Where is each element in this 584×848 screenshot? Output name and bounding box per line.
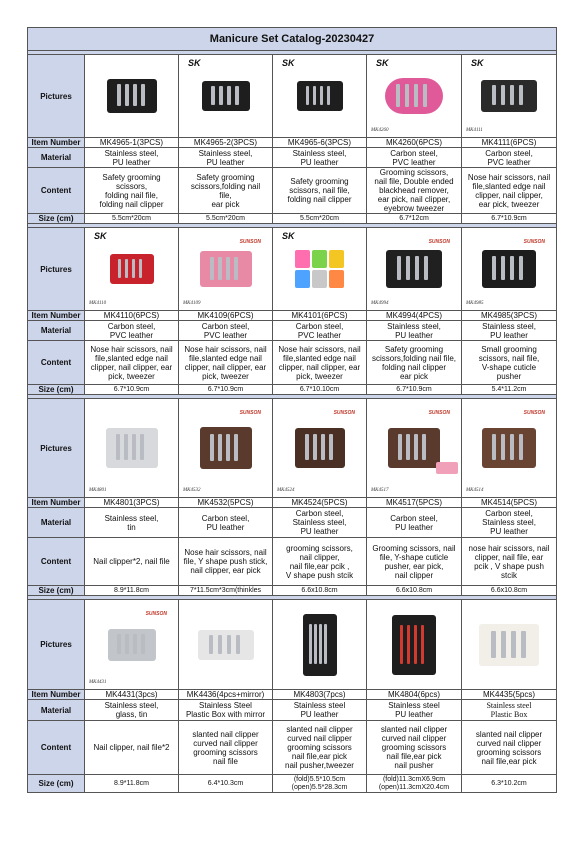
row-label-size: Size (cm): [28, 586, 85, 596]
content-cell: Nose hair scissors, nail file,slanted edge nail clipper, nail clipper, ear pick, tweezer: [179, 341, 273, 385]
tool-shape: [321, 434, 325, 460]
tool-shape: [511, 631, 516, 658]
size-cell: 6.7*10.9cm: [462, 214, 557, 224]
item-number: MK4965-2(3PCS): [179, 138, 273, 148]
tool-shape: [501, 256, 505, 280]
photo-caption: MK4260: [371, 128, 389, 133]
tool-shape: [319, 624, 322, 664]
product-image: [463, 399, 555, 497]
size-cell: 5.4*11.2cm: [462, 385, 557, 395]
product-image: [274, 399, 365, 497]
tool-shape: [407, 625, 410, 664]
size-cell: 6.3*10.2cm: [462, 775, 557, 793]
product-image: [86, 600, 177, 689]
tool-shape: [313, 434, 317, 460]
row-label-size: Size (cm): [28, 214, 85, 224]
content-cell: slanted nail clipper curved nail clipper grooming scissors nail file,ear pick nail pusher,tweezer: [273, 721, 367, 775]
row-label-pictures: Pictures: [28, 600, 85, 690]
product-photo: [273, 55, 367, 138]
item-number: MK4109(6PCS): [179, 311, 273, 321]
photo-caption: MK4514: [466, 488, 484, 493]
product-image: [368, 600, 460, 689]
material-cell: Carbon steel, PVC leather: [462, 148, 557, 168]
row-label-pictures: Pictures: [28, 399, 85, 498]
item-number: MK4101(6PCS): [273, 311, 367, 321]
tool-shape: [234, 434, 238, 461]
item-number: MK4994(4PCS): [367, 311, 462, 321]
size-cell: 6.7*12cm: [367, 214, 462, 224]
product-photo: [85, 228, 179, 311]
item-number: MK4965-6(3PCS): [273, 138, 367, 148]
product-image: [180, 399, 271, 497]
item-number: MK4517(5PCS): [367, 498, 462, 508]
brand-logo: SK: [282, 231, 295, 241]
tool-shape: [219, 86, 223, 105]
product-case: [297, 81, 343, 111]
content-cell: slanted nail clipper curved nail clipper grooming scissors nail file,ear pick nail pusher: [367, 721, 462, 775]
size-cell: (fold)5.5*10.5cm (open)5.5*28.3cm: [273, 775, 367, 793]
row-label-material: Material: [28, 508, 85, 538]
material-cell: Carbon steel, PVC leather: [179, 321, 273, 341]
product-photo: [273, 399, 367, 498]
product-case: [106, 428, 158, 468]
tool-shape: [519, 256, 523, 280]
tool-shape: [510, 434, 514, 460]
tool-shape: [491, 631, 496, 658]
product-image: [368, 228, 460, 310]
product-image: [463, 55, 555, 137]
tool-shape: [132, 434, 136, 460]
tool-shape: [414, 625, 417, 664]
product-case: [479, 624, 539, 666]
product-image: [463, 600, 555, 689]
tool-shape: [210, 434, 214, 461]
gift-box: [436, 462, 458, 474]
row-label-size: Size (cm): [28, 775, 85, 793]
tool-shape: [406, 434, 410, 460]
product-case: [481, 80, 537, 112]
product-case: [294, 249, 346, 289]
product-case: [295, 428, 345, 468]
tool-shape: [210, 257, 214, 280]
item-number: MK4965-1(3PCS): [85, 138, 179, 148]
tool-shape: [140, 434, 144, 460]
tool-shape: [125, 259, 128, 278]
tool-shape: [492, 256, 496, 280]
tool-shape: [116, 434, 120, 460]
size-cell: 8.9*11.8cm: [85, 775, 179, 793]
tool-shape: [309, 624, 312, 664]
tool-shape: [400, 625, 403, 664]
brand-logo: SK: [94, 231, 107, 241]
item-number: MK4524(5PCS): [273, 498, 367, 508]
product-case: [108, 629, 156, 661]
product-case: [482, 428, 536, 468]
size-cell: 7*11.5cm*3cm(thinkles: [179, 586, 273, 596]
product-case: [200, 427, 252, 469]
tool-shape: [492, 434, 496, 460]
size-cell: 6.7*10.10cm: [273, 385, 367, 395]
row-label-pictures: Pictures: [28, 228, 85, 311]
product-photo: [85, 600, 179, 690]
tool-shape: [132, 259, 135, 278]
material-cell: Stainless steel, PU leather: [85, 148, 179, 168]
product-image: [368, 399, 460, 497]
brand-logo: SUNSON: [428, 410, 450, 416]
tool-shape: [226, 257, 230, 280]
content-cell: Nail clipper*2, nail file: [85, 538, 179, 586]
product-image: [86, 55, 177, 137]
row-label-content: Content: [28, 341, 85, 385]
case-swatch: [295, 270, 310, 288]
product-image: [463, 228, 555, 310]
tool-shape: [324, 624, 327, 664]
product-image: [274, 600, 365, 689]
tool-shape: [501, 434, 505, 460]
tool-shape: [305, 434, 309, 460]
material-cell: Carbon steel, Stainless steel, PU leather: [462, 508, 557, 538]
tool-shape: [218, 257, 222, 280]
material-cell: Stainless steel PU leather: [367, 700, 462, 721]
size-cell: 5.5cm*20cm: [179, 214, 273, 224]
photo-caption: MK4532: [183, 488, 201, 493]
brand-logo: SUNSON: [333, 410, 355, 416]
product-photo: [179, 228, 273, 311]
photo-caption: MK4109: [183, 301, 201, 306]
product-image: [274, 55, 365, 137]
product-image: [274, 228, 365, 310]
item-number: MK4431(3pcs): [85, 690, 179, 700]
product-case: [200, 251, 252, 287]
content-cell: Safety grooming scissors,folding nail file, ear pick: [179, 168, 273, 214]
tool-shape: [329, 434, 333, 460]
brand-logo: SUNSON: [239, 239, 261, 245]
item-number: MK4532(5PCS): [179, 498, 273, 508]
row-label-content: Content: [28, 168, 85, 214]
material-cell: Stainless steel, glass, tin: [85, 700, 179, 721]
tool-shape: [415, 256, 419, 280]
product-photo: [462, 399, 557, 498]
tool-shape: [133, 84, 137, 106]
photo-caption: MK4431: [89, 680, 107, 685]
content-cell: Safety grooming scissors,folding nail file, folding nail clipper ear pick: [367, 341, 462, 385]
tool-shape: [519, 434, 523, 460]
item-number: MK4111(6PCS): [462, 138, 557, 148]
tool-shape: [492, 85, 496, 105]
tool-shape: [209, 635, 213, 654]
tool-shape: [133, 634, 137, 654]
row-label-item-number: Item Number: [28, 690, 85, 700]
tool-shape: [501, 85, 505, 105]
product-photo: [85, 399, 179, 498]
product-case: [482, 250, 536, 288]
tool-shape: [521, 631, 526, 658]
item-number: MK4260(6PCS): [367, 138, 462, 148]
material-cell: Carbon steel, Stainless steel, PU leather: [273, 508, 367, 538]
brand-logo: SK: [376, 58, 389, 68]
content-cell: Nose hair scissors, nail file, Y shape push stick, nail clipper, ear pick: [179, 538, 273, 586]
photo-caption: MK4524: [277, 488, 295, 493]
photo-caption: MK4994: [371, 301, 389, 306]
content-cell: Grooming scissors, nail file, Double ended blackhead remover, ear pick, nail clipper, eyebrow tweezer: [367, 168, 462, 214]
item-number: MK4436(4pcs+mirror): [179, 690, 273, 700]
size-cell: (fold)11.3cmX6.9cm (open)11.3cmX20.4cm: [367, 775, 462, 793]
tool-shape: [421, 625, 424, 664]
size-cell: 5.5cm*20cm: [273, 214, 367, 224]
product-photo: [367, 55, 462, 138]
row-label-size: Size (cm): [28, 385, 85, 395]
product-case: [107, 79, 157, 113]
photo-caption: MK4111: [466, 128, 483, 133]
size-cell: 6.6x10.8cm: [367, 586, 462, 596]
tool-shape: [235, 86, 239, 105]
catalog-sheet: [27, 27, 556, 822]
tool-shape: [501, 631, 506, 658]
brand-logo: SUNSON: [145, 611, 167, 617]
brand-logo: SK: [282, 58, 295, 68]
row-label-item-number: Item Number: [28, 311, 85, 321]
row-label-content: Content: [28, 721, 85, 775]
item-number: MK4435(5pcs): [462, 690, 557, 700]
size-cell: 6.7*10.9cm: [85, 385, 179, 395]
material-cell: Carbon steel, PVC leather: [367, 148, 462, 168]
size-cell: 8.9*11.8cm: [85, 586, 179, 596]
product-image: [180, 600, 271, 689]
tool-shape: [320, 86, 323, 105]
tool-shape: [141, 84, 145, 106]
brand-logo: SUNSON: [523, 410, 546, 416]
size-cell: 6.6x10.8cm: [462, 586, 557, 596]
product-case: [303, 614, 337, 676]
material-cell: Stainless steel, PU leather: [273, 148, 367, 168]
product-photo: [367, 399, 462, 498]
catalog-table: [27, 27, 557, 793]
content-cell: Nose hair scissors, nail file,slanted edge nail clipper, nail clipper, ear pick, tweezer: [85, 341, 179, 385]
tool-shape: [396, 84, 400, 107]
tool-shape: [423, 84, 427, 107]
tool-shape: [227, 86, 231, 105]
brand-logo: SUNSON: [239, 410, 261, 416]
content-cell: slanted nail clipper curved nail clipper grooming scissors nail file: [179, 721, 273, 775]
content-cell: Nose hair scissors, nail file,slanted edge nail clipper, nail clipper, ear pick, tweezer: [462, 168, 557, 214]
material-cell: Carbon steel, PVC leather: [273, 321, 367, 341]
tool-shape: [397, 256, 401, 280]
size-cell: 5.5cm*20cm: [85, 214, 179, 224]
tool-shape: [414, 434, 418, 460]
item-number: MK4514(5PCS): [462, 498, 557, 508]
tool-shape: [211, 86, 215, 105]
row-label-item-number: Item Number: [28, 138, 85, 148]
product-case: [386, 250, 442, 288]
content-cell: Safety grooming scissors, nail file, folding nail clipper: [273, 168, 367, 214]
tool-shape: [141, 634, 145, 654]
row-label-item-number: Item Number: [28, 498, 85, 508]
row-label-content: Content: [28, 538, 85, 586]
size-cell: 6.7*10.9cm: [367, 385, 462, 395]
product-photo: [179, 55, 273, 138]
product-photo: [273, 600, 367, 690]
product-case: [198, 630, 254, 660]
product-photo: [462, 600, 557, 690]
content-cell: grooming scissors, nail clipper, nail file,ear pcik , V shape push stcik: [273, 538, 367, 586]
case-swatch: [329, 270, 344, 288]
row-label-material: Material: [28, 148, 85, 168]
material-cell: Stainless steel PU leather: [273, 700, 367, 721]
content-cell: Nose hair scissors, nail file,slanted edge nail clipper, nail clipper, ear pick, tweezer: [273, 341, 367, 385]
product-image: [86, 399, 177, 497]
product-photo: [462, 55, 557, 138]
row-label-pictures: Pictures: [28, 55, 85, 138]
tool-shape: [117, 84, 121, 106]
product-photo: [462, 228, 557, 311]
tool-shape: [519, 85, 523, 105]
case-swatch: [312, 250, 327, 268]
material-cell: Carbon steel, PU leather: [179, 508, 273, 538]
case-swatch: [329, 250, 344, 268]
tool-shape: [124, 434, 128, 460]
case-swatch: [312, 270, 327, 288]
photo-caption: MK4517: [371, 488, 389, 493]
material-cell: Stainless steel, tin: [85, 508, 179, 538]
product-image: [180, 55, 271, 137]
tool-shape: [424, 256, 428, 280]
tool-shape: [314, 624, 317, 664]
row-label-material: Material: [28, 700, 85, 721]
material-cell: Stainless steel, PU leather: [367, 321, 462, 341]
tool-shape: [139, 259, 142, 278]
size-cell: 6.4*10.3cm: [179, 775, 273, 793]
photo-caption: MK4801: [89, 488, 107, 493]
row-label-material: Material: [28, 321, 85, 341]
product-case: [392, 615, 436, 675]
product-photo: [273, 228, 367, 311]
product-case: [385, 78, 443, 114]
tool-shape: [405, 84, 409, 107]
tool-shape: [510, 85, 514, 105]
tool-shape: [306, 86, 309, 105]
brand-logo: SK: [188, 58, 201, 68]
tool-shape: [125, 84, 129, 106]
content-cell: Small grooming scissors, nail file, V-shape cuticle pusher: [462, 341, 557, 385]
material-cell: Stainless steel, PU leather: [462, 321, 557, 341]
item-number: MK4803(7pcs): [273, 690, 367, 700]
item-number: MK4110(6PCS): [85, 311, 179, 321]
tool-shape: [327, 86, 330, 105]
tool-shape: [398, 434, 402, 460]
size-cell: 6.6x10.8cm: [273, 586, 367, 596]
material-cell: Stainless steel, PU leather: [179, 148, 273, 168]
material-cell: Carbon steel, PVC leather: [85, 321, 179, 341]
product-case: [110, 254, 154, 284]
item-number: MK4801(3PCS): [85, 498, 179, 508]
product-image: [368, 55, 460, 137]
photo-caption: MK4110: [89, 301, 107, 306]
material-cell: Stainless Steel Plastic Box with mirror: [179, 700, 273, 721]
tool-shape: [414, 84, 418, 107]
product-image: [86, 228, 177, 310]
product-photo: [179, 399, 273, 498]
product-case: [202, 81, 250, 111]
material-cell: Carbon steel, PU leather: [367, 508, 462, 538]
product-photo: [179, 600, 273, 690]
material-cell: Stainless steel Plastic Box: [462, 700, 557, 721]
tool-shape: [227, 635, 231, 654]
content-cell: Safety grooming scissors, folding nail file, folding nail clipper: [85, 168, 179, 214]
tool-shape: [125, 634, 129, 654]
brand-logo: SUNSON: [523, 239, 546, 245]
tool-shape: [226, 434, 230, 461]
content-cell: Grooming scissors, nail file, Y-shape cuticle pusher, ear pick, nail clipper: [367, 538, 462, 586]
item-number: MK4804(6pcs): [367, 690, 462, 700]
content-cell: Nail clipper, nail file*2: [85, 721, 179, 775]
tool-shape: [313, 86, 316, 105]
tool-shape: [236, 635, 240, 654]
brand-logo: SUNSON: [428, 239, 450, 245]
tool-shape: [118, 259, 121, 278]
photo-caption: MK4985: [466, 301, 484, 306]
tool-shape: [218, 635, 222, 654]
product-photo: [367, 600, 462, 690]
tool-shape: [117, 634, 121, 654]
tool-shape: [234, 257, 238, 280]
catalog-title: Manicure Set Catalog-20230427: [28, 28, 557, 51]
case-swatch: [295, 250, 310, 268]
tool-shape: [406, 256, 410, 280]
product-photo: [85, 55, 179, 138]
content-cell: nose hair scissors, nail clipper, nail file, ear pcik , V shape push stcik: [462, 538, 557, 586]
tool-shape: [510, 256, 514, 280]
content-cell: slanted nail clipper curved nail clipper grooming scissors nail file,ear pick: [462, 721, 557, 775]
item-number: MK4985(3PCS): [462, 311, 557, 321]
product-image: [180, 228, 271, 310]
tool-shape: [422, 434, 426, 460]
size-cell: 6.7*10.9cm: [179, 385, 273, 395]
brand-logo: SK: [471, 58, 484, 68]
product-photo: [367, 228, 462, 311]
product-case: [388, 428, 440, 468]
tool-shape: [218, 434, 222, 461]
